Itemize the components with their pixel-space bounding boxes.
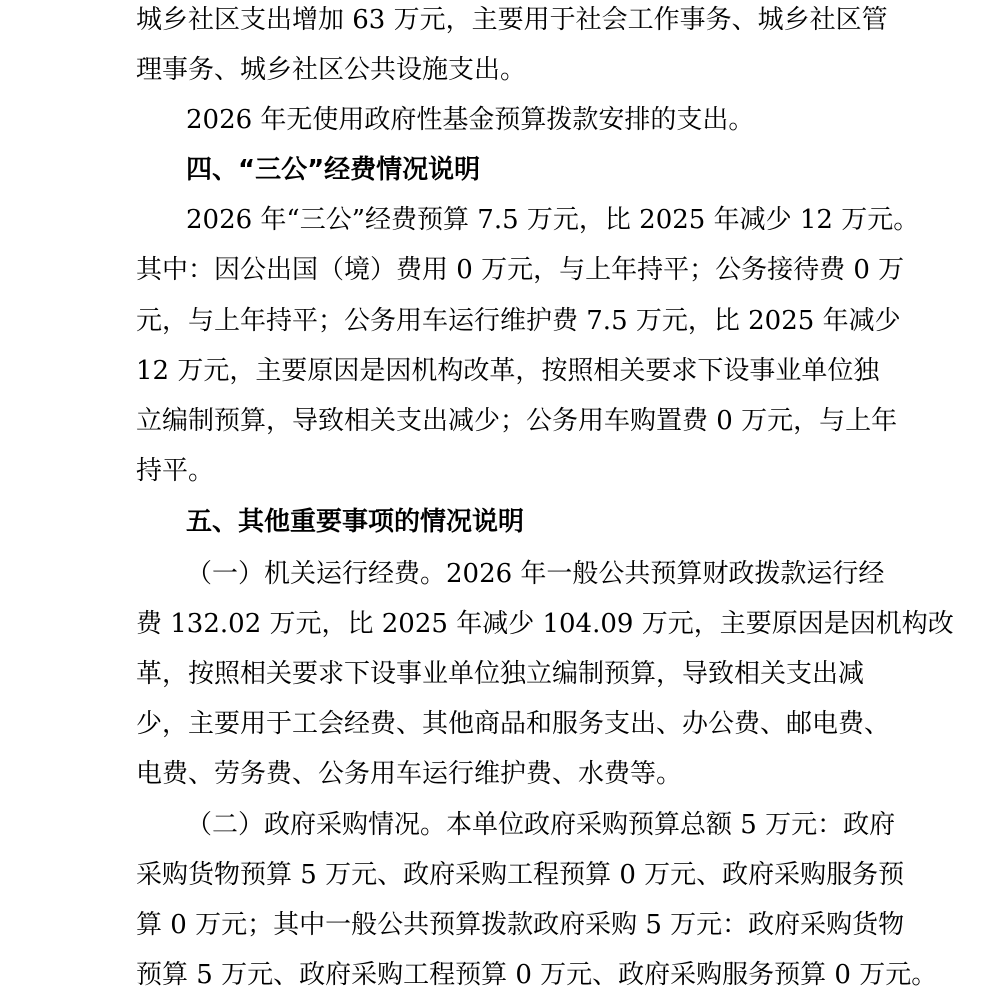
paragraph-line: 立编制预算，导致相关支出减少；公务用车购置费 0 万元，与上年 [136,406,898,436]
paragraph-line: 理事务、城乡社区公共设施支出。 [136,55,527,85]
paragraph-line: 采购货物预算 5 万元、政府采购工程预算 0 万元、政府采购服务预 [136,860,905,890]
paragraph-line: 元，与上年持平；公务用车运行维护费 7.5 万元，比 2025 年减少 [136,306,901,336]
paragraph-line: 革，按照相关要求下设事业单位独立编制预算，导致相关支出减 [136,659,865,689]
paragraph-line: 2026 年无使用政府性基金预算拨款安排的支出。 [186,105,755,135]
paragraph-line: 持平。 [136,456,215,486]
paragraph-line: 费 132.02 万元，比 2025 年减少 104.09 万元，主要原因是因机构改 [136,609,954,639]
paragraph-line: （一）机关运行经费。2026 年一般公共预算财政拨款运行经 [186,559,885,589]
paragraph-line: 算 0 万元；其中一般公共预算拨款政府采购 5 万元：政府采购货物 [136,910,905,940]
section-heading: 四、“三公”经费情况说明 [186,155,481,185]
paragraph-line: 电费、劳务费、公务用车运行维护费、水费等。 [136,759,683,789]
paragraph-line: （二）政府采购情况。本单位政府采购预算总额 5 万元：政府 [186,810,896,840]
paragraph-line: 少，主要用于工会经费、其他商品和服务支出、办公费、邮电费、 [136,709,891,739]
paragraph-line: 城乡社区支出增加 63 万元，主要用于社会工作事务、城乡社区管 [136,5,888,35]
paragraph-line: 预算 5 万元、政府采购工程预算 0 万元、政府采购服务预算 0 万元。 [136,960,938,990]
paragraph-line: 其中：因公出国（境）费用 0 万元，与上年持平；公务接待费 0 万 [136,255,905,285]
paragraph-line: 12 万元，主要原因是因机构改革，按照相关要求下设事业单位独 [136,356,880,386]
section-heading: 五、其他重要事项的情况说明 [186,507,525,537]
paragraph-line: 2026 年“三公”经费预算 7.5 万元，比 2025 年减少 12 万元。 [186,205,920,235]
